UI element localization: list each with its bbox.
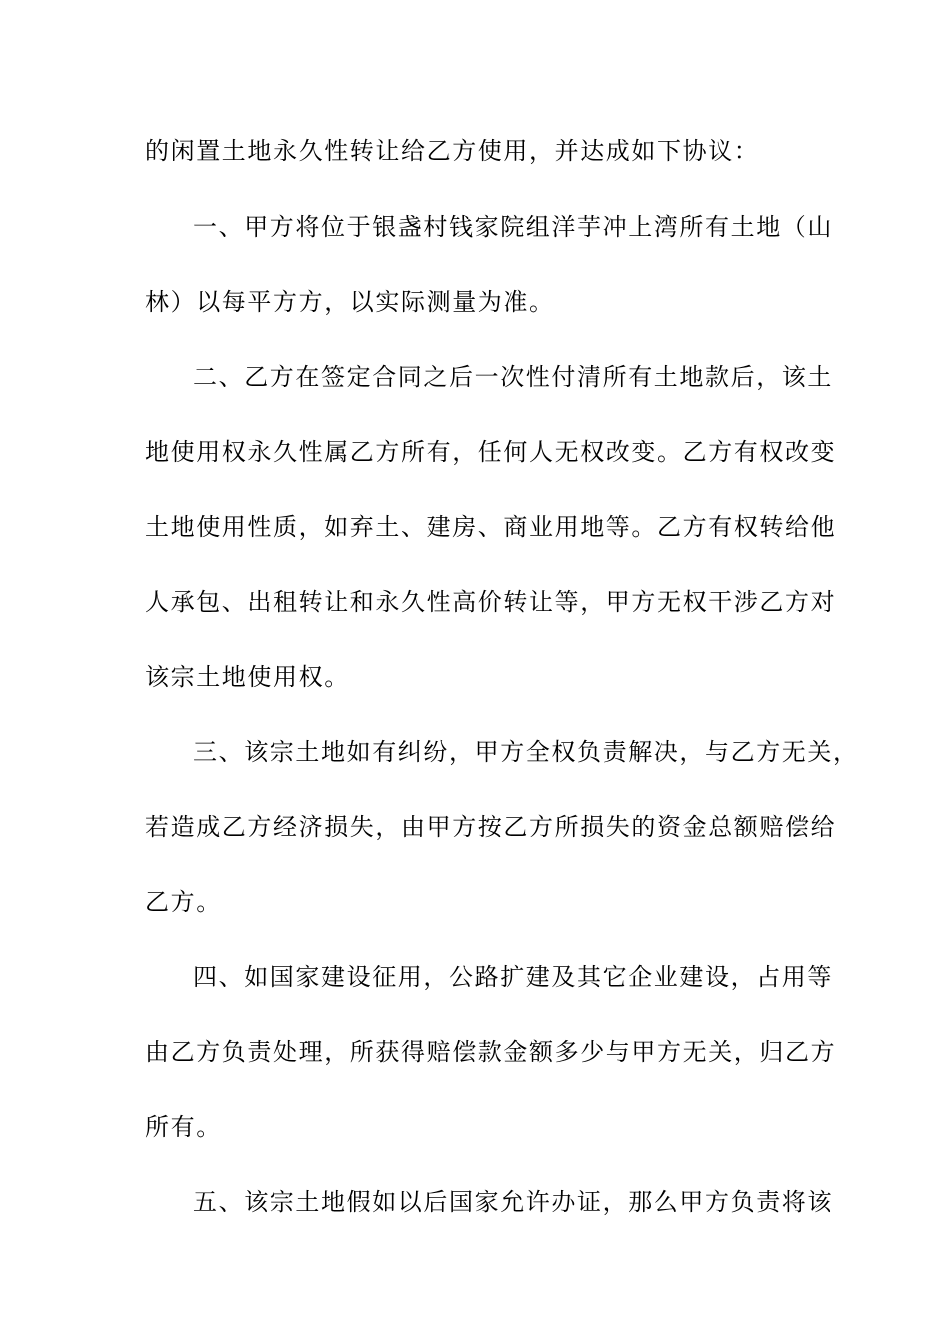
paragraph-intro-line: 的闲置土地永久性转让给乙方使用，并达成如下协议： bbox=[145, 137, 760, 165]
clause-2-line-4: 人承包、出租转让和永久性高价转让等，甲方无权干涉乙方对 bbox=[145, 588, 837, 616]
clause-4-line-3: 所有。 bbox=[145, 1113, 222, 1141]
clause-3-line-3: 乙方。 bbox=[145, 888, 222, 916]
clause-2-line-5: 该宗土地使用权。 bbox=[145, 663, 350, 691]
clause-2-line-3: 土地使用性质，如弃土、建房、商业用地等。乙方有权转给他 bbox=[145, 513, 837, 541]
clause-2-line-1: 二、乙方在签定合同之后一次性付清所有土地款后，该土 bbox=[193, 363, 833, 391]
clause-4-line-2: 由乙方负责处理，所获得赔偿款金额多少与甲方无关，归乙方 bbox=[145, 1038, 837, 1066]
clause-3-line-2: 若造成乙方经济损失，由甲方按乙方所损失的资金总额赔偿给 bbox=[145, 813, 837, 841]
clause-1-line-1: 一、甲方将位于银盏村钱家院组洋芋冲上湾所有土地（山 bbox=[193, 213, 833, 241]
clause-1-line-2: 林）以每平方方，以实际测量为准。 bbox=[145, 288, 555, 316]
clause-3-line-1: 三、该宗土地如有纠纷，甲方全权负责解决，与乙方无关， bbox=[193, 738, 859, 766]
clause-5-line-1: 五、该宗土地假如以后国家允许办证，那么甲方负责将该 bbox=[193, 1188, 833, 1216]
clause-4-line-1: 四、如国家建设征用，公路扩建及其它企业建设，占用等 bbox=[193, 963, 833, 991]
clause-2-line-2: 地使用权永久性属乙方所有，任何人无权改变。乙方有权改变 bbox=[145, 438, 837, 466]
